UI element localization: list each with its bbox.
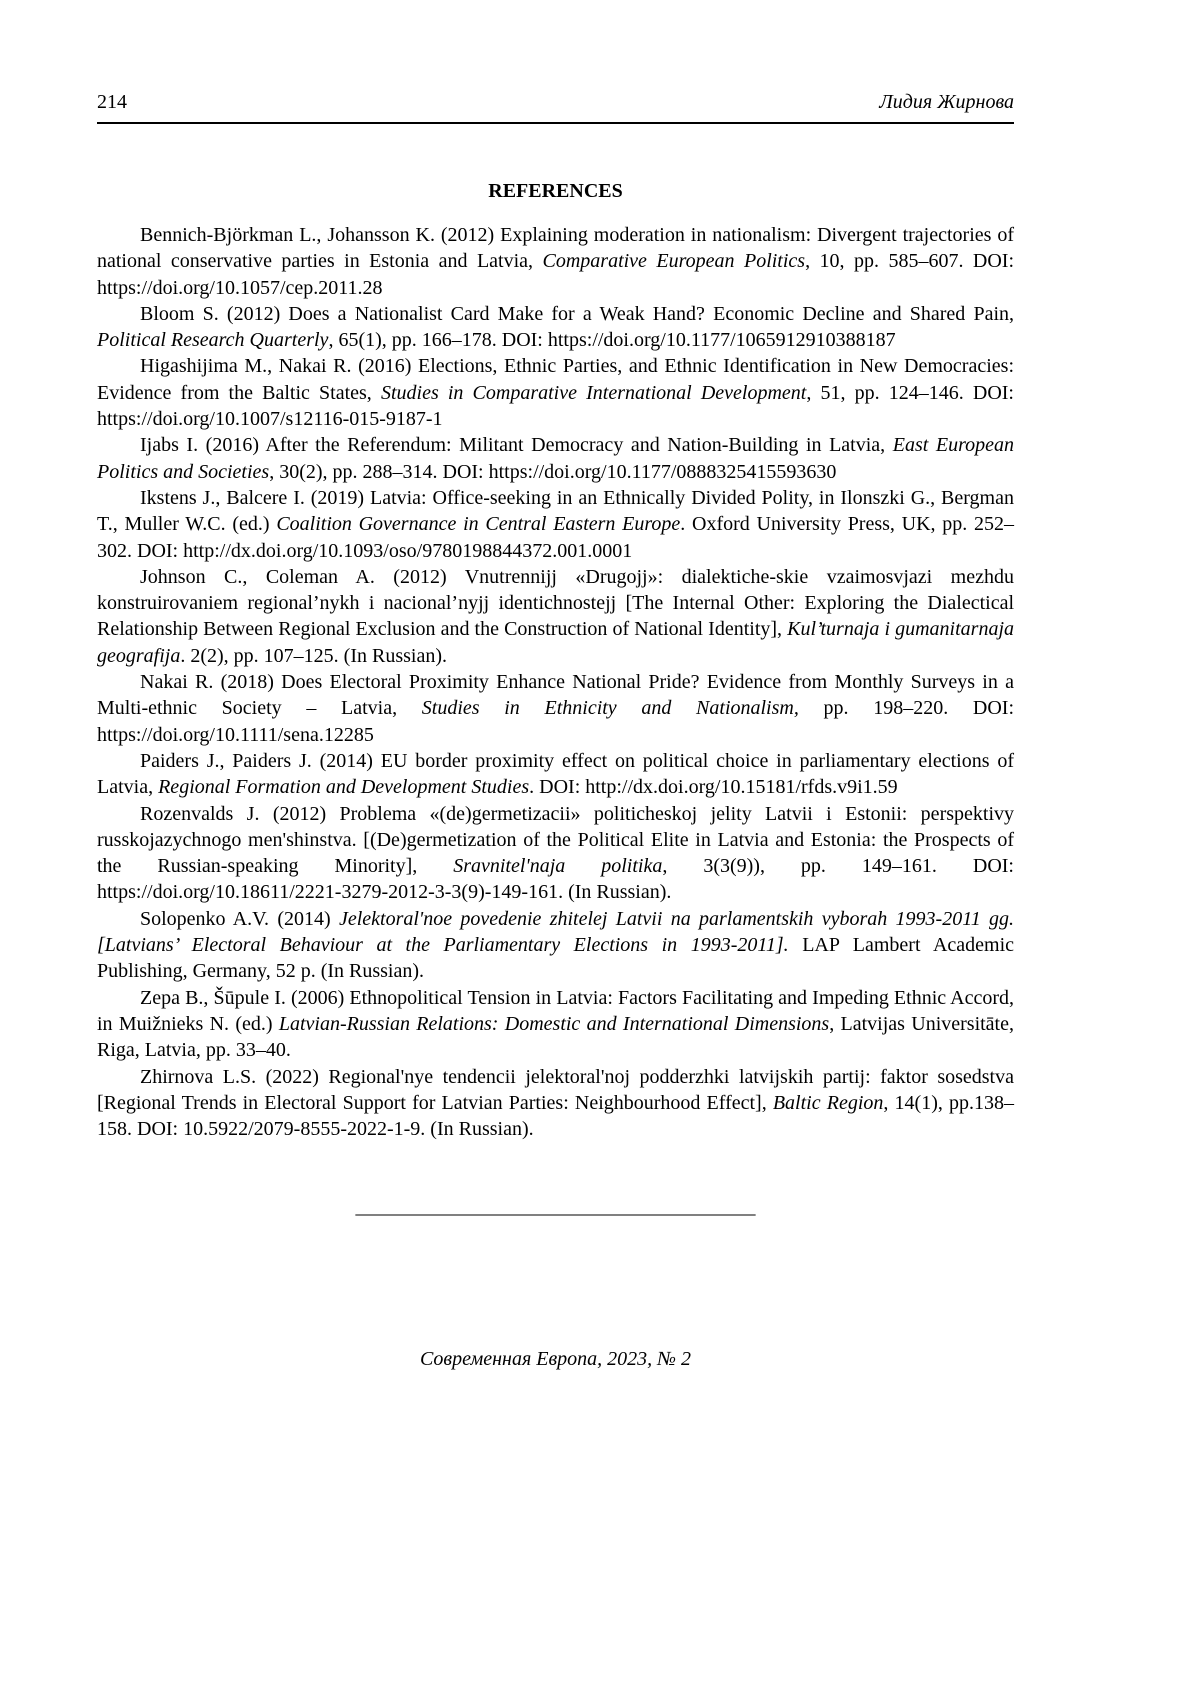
reference-item	[97, 564, 1014, 669]
reference-item	[97, 432, 1014, 485]
reference-italic-segment: Jelektoral'noe povedenie zhitelej Latvii na parlamentskih vyborah 1993-2011 gg. [Latvians’ Electoral Behaviour at the Parliamentary Elections in 1993-2011].	[97, 907, 1014, 957]
reference-italic-segment: Kul’turnaja i gumanitarnaja geografija	[97, 618, 1014, 667]
reference-item	[97, 801, 1014, 906]
reference-italic-segment: Latvian-Russian Relations: Domestic and International Dimensions	[278, 1012, 830, 1035]
reference-text-segment: Zhirnova L.S. (2022) Regional'nye tendencii jelektoral'noj podderzhki latvijskih partij: faktor sosedstva [Regional Trends in Electoral Support for Latvian Parties: Neighbourhood Effect],	[97, 1065, 1014, 1114]
reference-item	[97, 222, 1014, 301]
reference-italic-segment: Political Research Quarterly	[97, 329, 329, 352]
reference-italic-segment: Comparative European Politics	[542, 250, 806, 273]
reference-item	[97, 748, 1014, 801]
reference-item	[97, 669, 1014, 748]
reference-text-segment: Paiders J., Paiders J. (2014) EU border proximity effect on political choice in parliamentary elections of Latvia,	[97, 749, 1014, 799]
reference-italic-segment: East European Politics and Societies	[97, 434, 1014, 483]
reference-italic-segment: Sravnitel'naja politika	[453, 855, 663, 878]
reference-text-segment: Rozenvalds J. (2012) Problema «(de)germetizacii» politicheskoj jelity Latvii i Estonii: perspektivy russkojazychnogo men'shinstva. [(De)germetization of the Political Elite in Latvia and Estonia: the Prospects of the Russian-speaking Minority],	[97, 802, 1014, 878]
reference-text-segment: Solopenko A.V. (2014)	[140, 907, 339, 930]
page-number: 214	[97, 91, 127, 113]
reference-text-segment: . 2(2), pp. 107–125. (In Russian).	[180, 644, 447, 667]
section-divider: ________________________________________	[355, 1196, 756, 1219]
reference-text-segment: Bennich-Björkman L., Johansson K. (2012) Explaining moderation in nationalism: Divergent trajectories of national conservative parties in Estonia and Latvia,	[97, 224, 1014, 273]
reference-text-segment: Ijabs I. (2016) After the Referendum: Militant Democracy and Nation-Building in Latvia,	[140, 434, 893, 457]
reference-text-segment: , 10, pp. 585–607. DOI: https://doi.org/10.1057/cep.2011.28	[97, 250, 1015, 299]
references-title: REFERENCES	[488, 180, 623, 202]
reference-item	[97, 1064, 1014, 1143]
reference-italic-segment: Studies in Ethnicity and Nationalism,	[421, 697, 799, 720]
reference-text-segment: Zepa B., Šūpule I. (2006) Ethnopolitical Tension in Latvia: Factors Facilitating and Impeding Ethnic Accord, in Muižnieks N. (ed.)	[97, 986, 1014, 1035]
reference-text-segment: Bloom S. (2012) Does a Nationalist Card Make for a Weak Hand? Economic Decline and Shared Pain,	[140, 302, 1014, 325]
reference-text-segment: , 3(3(9)), pp. 149–161. DOI: https://doi.org/10.18611/2221-3279-2012-3-3(9)-149-161. (In Russian).	[97, 855, 1014, 904]
reference-text-segment: . Oxford University Press, UK, pp. 252–302. DOI: http://dx.doi.org/10.1093/oso/9780198844372.001.0001	[97, 513, 1014, 562]
reference-text-segment: LAP Lambert Academic Publishing, Germany, 52 p. (In Russian).	[97, 934, 1015, 983]
page-content	[97, 0, 1014, 1372]
reference-text-segment: pp. 198–220. DOI: https://doi.org/10.1111/sena.12285	[97, 697, 1015, 746]
reference-italic-segment: Coalition Governance in Central Eastern Europe	[276, 513, 681, 536]
reference-item	[97, 353, 1014, 432]
reference-text-segment: . DOI: http://dx.doi.org/10.15181/rfds.v9i1.59	[529, 776, 898, 799]
references-list	[97, 222, 1014, 1142]
journal-footer: Современная Европа, 2023, № 2	[419, 1348, 692, 1371]
reference-text-segment: , 65(1), pp. 166–178. DOI: https://doi.org/10.1177/1065912910388187	[328, 329, 896, 352]
reference-text-segment: Higashijima M., Nakai R. (2016) Elections, Ethnic Parties, and Ethnic Identification in New Democracies: Evidence from the Baltic States,	[97, 355, 1014, 404]
reference-text-segment: Ikstens J., Balcere I. (2019) Latvia: Office-seeking in an Ethnically Divided Polity, in Ilonszki G., Bergman T., Muller W.C. (ed.)	[97, 486, 1014, 536]
reference-italic-segment: Regional Formation and Development Studies	[158, 776, 530, 799]
reference-text-segment: Johnson C., Coleman A. (2012) Vnutrennijj «Drugojj»: dialektiche-skie vzaimosvjazi mezhdu konstruirovaniem regional’nykh i nacional’nyjj identichnostejj [The Internal Other: Exploring the Dialectical Relationship Between Regional Exclusion and the Construction of National Identity],	[97, 565, 1014, 641]
reference-item	[97, 985, 1014, 1064]
reference-italic-segment: Baltic Region	[772, 1091, 884, 1114]
reference-text-segment: Nakai R. (2018) Does Electoral Proximity Enhance National Pride? Evidence from Monthly Surveys in a Multi-ethnic Society – Latvia,	[97, 671, 1014, 720]
reference-item	[97, 485, 1014, 564]
reference-item	[97, 906, 1014, 985]
reference-text-segment: , 51, pp. 124–146. DOI: https://doi.org/10.1007/s12116-015-9187-1	[97, 381, 1014, 431]
reference-text-segment: , 30(2), pp. 288–314. DOI: https://doi.org/10.1177/0888325415593630	[269, 460, 837, 483]
reference-italic-segment: Studies in Comparative International Development	[380, 381, 807, 404]
reference-text-segment: , Latvijas Universitāte, Riga, Latvia, pp. 33–40.	[97, 1012, 1014, 1062]
reference-text-segment: , 14(1), pp.138–158. DOI: 10.5922/2079-8555-2022-1-9. (In Russian).	[97, 1091, 1014, 1141]
running-head-author: Лидия Жирнова	[879, 91, 1014, 113]
running-header	[97, 90, 1014, 124]
reference-item	[97, 301, 1014, 354]
